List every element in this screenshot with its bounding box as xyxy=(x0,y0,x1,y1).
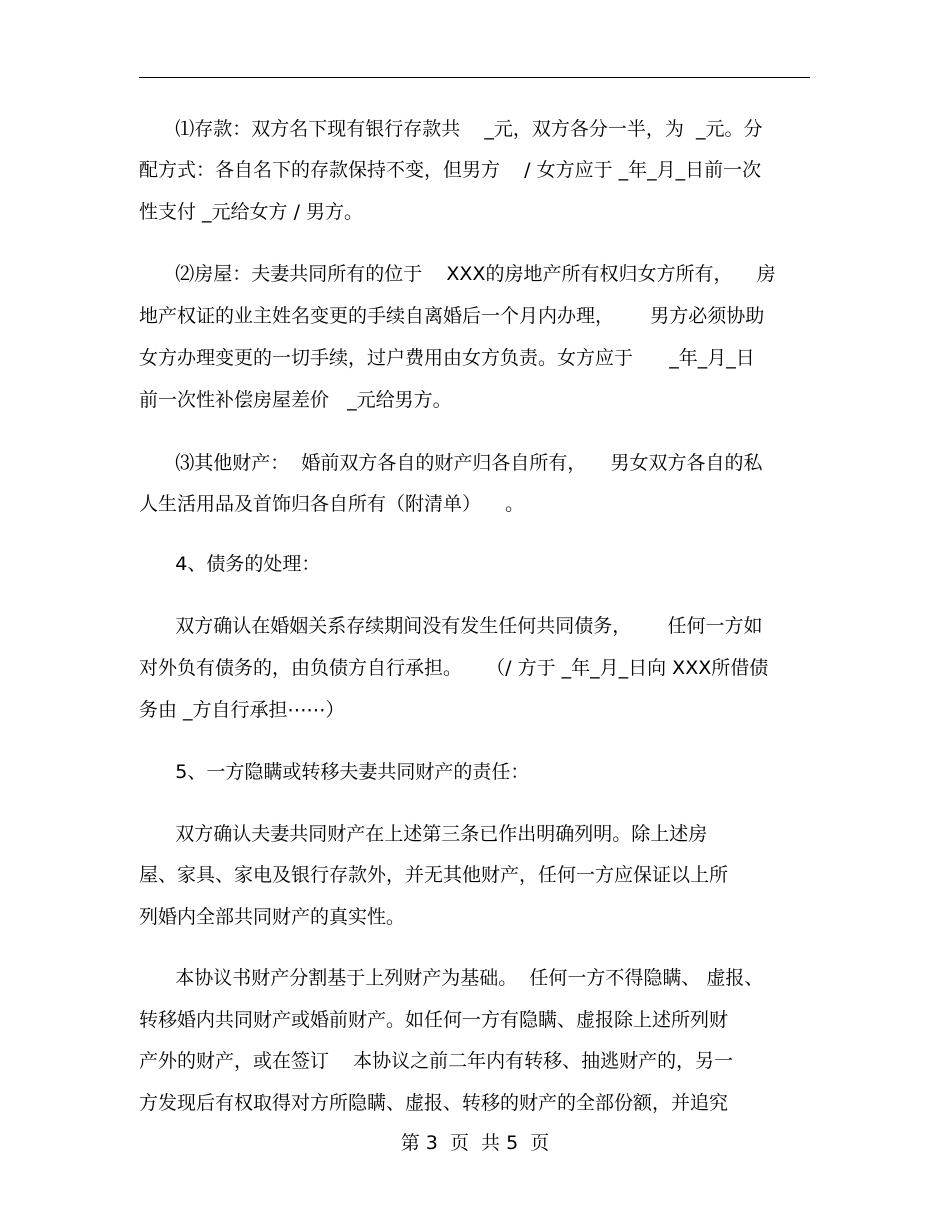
text-line: 屋、家具、家电及银行存款外，并无其他财产，任何一方应保证以上所 xyxy=(139,864,729,886)
text-line: 对外负有债务的，由负债方自行承担。 （/ 方于 _年_月_日向 XXX所借债 xyxy=(139,657,769,679)
text-line: ⑵房屋：夫妻共同所有的位于 XXX的房地产所有权归女方所有， 房 xyxy=(139,263,776,285)
text-line: 方发现后有权取得对方所隐瞒、虚报、转移的财产的全部份额，并追究 xyxy=(139,1092,729,1114)
text-line: 列婚内全部共同财产的真实性。 xyxy=(139,906,406,928)
text-line: 人生活用品及首饰归各自所有（附清单） 。 xyxy=(139,493,525,515)
text-line: 双方确认在婚姻关系存续期间没有发生任何共同债务， 任何一方如 xyxy=(139,615,763,637)
text-line: 本协议书财产分割基于上列财产为基础。 任何一方不得隐瞒、 虚报、 xyxy=(139,967,764,989)
text-line: 双方确认夫妻共同财产在上述第三条已作出明确列明。除上述房 xyxy=(139,823,708,845)
section-heading: 5、一方隐瞒或转移夫妻共同财产的责任： xyxy=(139,761,530,783)
text-line: 性支付 _元给女方 / 男方。 xyxy=(139,201,364,223)
header-rule xyxy=(139,77,810,78)
text-line: 前一次性补偿房屋差价 _元给男方。 xyxy=(139,389,452,411)
text-line: 女方办理变更的一切手续，过户费用由女方负责。女方应于 _年_月_日 xyxy=(139,347,755,369)
text-line: 地产权证的业主姓名变更的手续自离婚后一个月内办理， 男方必须协助 xyxy=(139,305,765,327)
text-line: ⑴存款：双方名下现有银行存款共 _元，双方各分一半，为 _元。分 xyxy=(139,118,763,140)
text-line: 产外的财产，或在签订 本协议之前二年内有转移、抽逃财产的，另一 xyxy=(139,1050,734,1072)
text-line: 转移婚内共同财产或婚前财产。如任何一方有隐瞒、虚报除上述所列财 xyxy=(139,1009,729,1031)
text-line: ⑶其他财产： 婚前双方各自的财产归各自所有， 男女双方各自的私 xyxy=(139,452,763,474)
section-heading: 4、债务的处理： xyxy=(139,553,321,575)
text-line: 配方式：各自名下的存款保持不变，但男方 / 女方应于 _年_月_日前一次 xyxy=(139,159,762,181)
page-number-footer: 第 3 页 共 5 页 xyxy=(400,1132,550,1154)
text-line: 务由 _方自行承担⋯⋯） xyxy=(139,699,345,721)
